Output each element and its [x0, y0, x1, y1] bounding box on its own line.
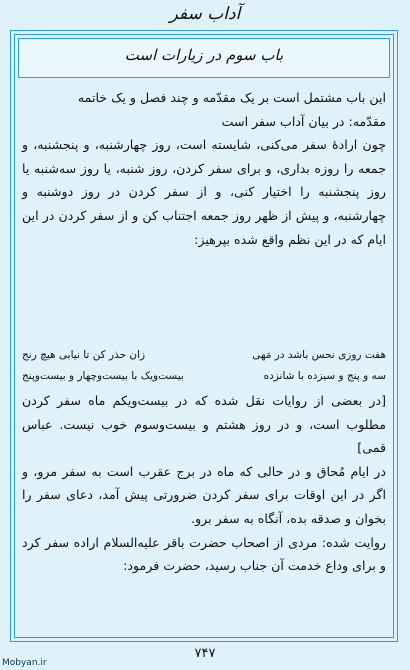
verse-hemistich-left: بیست‌ویک با بیست‌وچهار و بیست‌وپنج [22, 370, 184, 382]
paragraph-muhaq: در ایام مُحاق و در حالی که ماه در برج عقرب است به سفر مرو، و اگر در این اوقات برای سفر کردن ضرورتی پیش آمد، دعای سفر را بخوان و صدقه بده، آنگاه به سفر برو. [22, 463, 386, 526]
text-block-bottom [22, 389, 386, 578]
verse-hemistich-right: هفت روزی نحس باشد در مَهی [252, 349, 386, 361]
running-title: آداب سفر [169, 4, 241, 24]
paragraph-heading: مقدّمه: در بیان آداب سفر است [221, 113, 386, 129]
paragraph-intro: این باب مشتمل است بر یک مقدّمه و چند فصل و یک خاتمه [77, 90, 386, 105]
site-watermark: Mobyan.ir [2, 658, 47, 668]
verse-hemistich-left: زان حذر کن تا نیابی هیچ رنج [22, 349, 146, 361]
paragraph-editor-note: [در بعضی از روایات نقل شده که در بیست‌ویکم ماه سفر کردن مطلوب است، و در روز هشتم و بیست‌وسوم خوب نیست. عباس قمی] [22, 393, 386, 456]
chapter-title: باب سوم در زیارات است [124, 46, 284, 64]
verse-line [22, 345, 386, 365]
verse-line [22, 366, 386, 386]
verse-hemistich-right: سه و پنج و سیزده با شانزده [263, 370, 386, 382]
text-block-top [22, 86, 386, 251]
paragraph-main: چون ارادهٔ سفر می‌کنی، شایسته است، روز چهارشنبه، و پنجشنبه، و جمعه را روزه بداری، و برای سفر کردن، روز شنبه، یا روز سه‌شنبه یا روز پنجشنبه را اختیار کنی، و از سفر کردن در روز دوشنبه و چهارشنبه، و پیش از ظهر روز جمعه اجتناب کن و از سفر کردن در این ایام که در این نظم واقع شده بپرهیز: [22, 137, 386, 247]
paragraph-narration: روایت شده: مردی از اصحاب حضرت باقر علیه‌السلام اراده سفر کرد و برای وداع خدمت آن جناب رسید، حضرت فرمود: [22, 534, 386, 574]
page-number: ۷۴۷ [194, 646, 216, 661]
